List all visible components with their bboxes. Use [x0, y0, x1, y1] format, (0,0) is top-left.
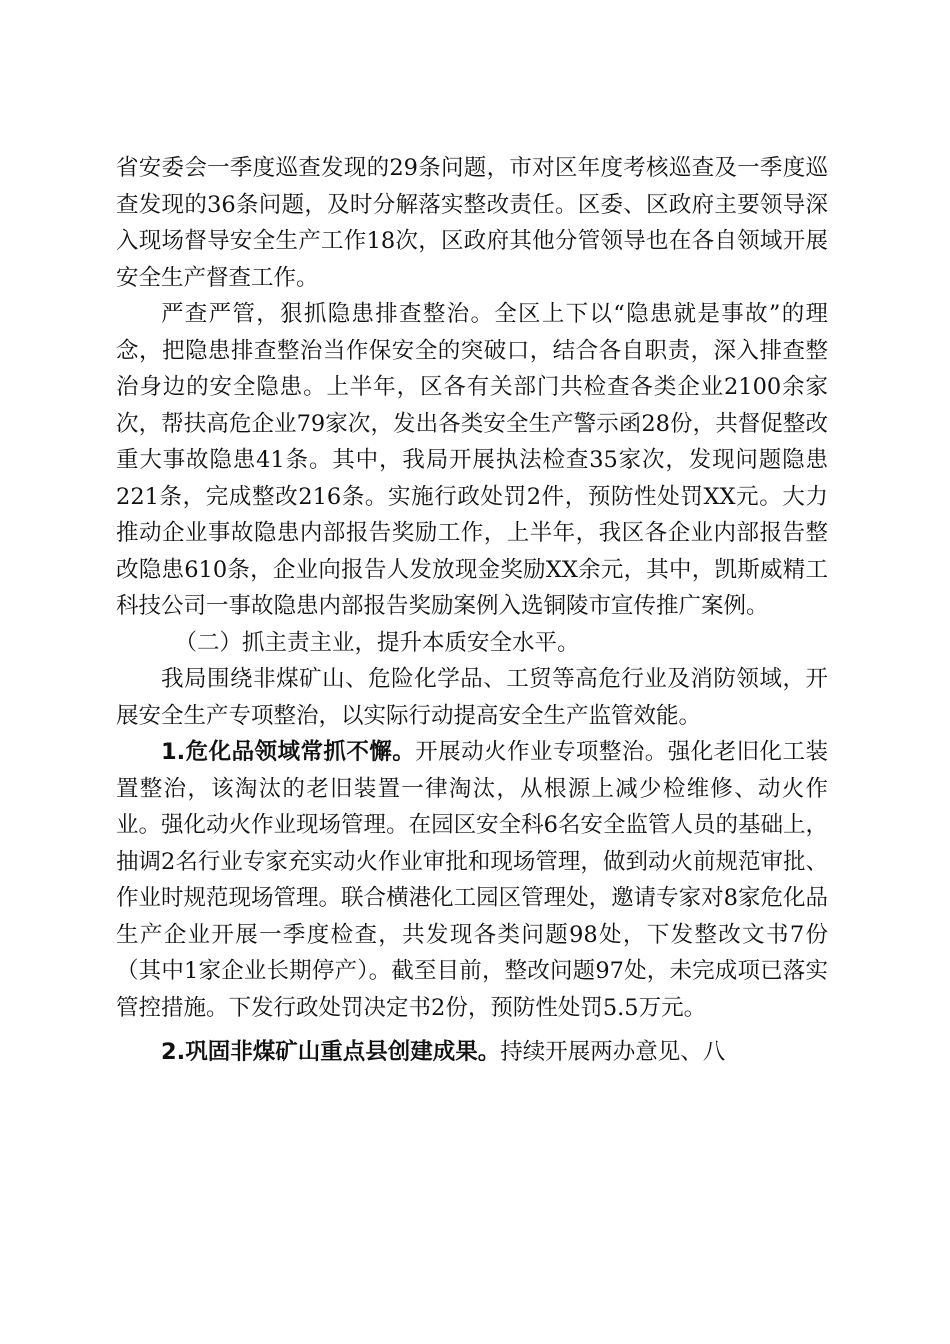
item-1-body: 开展动火作业专项整治。强化老旧化工装置整治，该淘汰的老旧装置一律淘汰，从根源上减少检维修、动火作业。强化动火作业现场管理。在园区安全科6名安全监管人员的基础上，抽调2名行业专家充实动火作业审批和现场管理，做到动火前规范审批、作业时规范现场管理。联合横港化工园区管理处，邀请专家对8家危化品生产企业开展一季度检查，共发现各类问题98处，下发整改文书7份（其中1家企业长期停产）。截至目前，整改问题97处，未完成项已落实管控措施。下发行政处罚决定书2份，预防性处罚5.5万元。 [116, 739, 828, 1021]
paragraph-inspection-issues: 省安委会一季度巡查发现的29条问题，市对区年度考核巡查及一季度巡查发现的36条问题，及时分解落实整改责任。区委、区政府主要领导深入现场督导安全生产工作18次，区政府其他分管领导也在各自领域开展安全生产督查工作。 [116, 155, 828, 291]
item-2-body: 持续开展两办意见、八 [500, 1039, 726, 1065]
paragraph-hazard-rectification: 严查严管，狠抓隐患排查整治。全区上下以“隐患就是事故”的理念，把隐患排查整治当作保安全的突破口，结合各自职责，深入排查整治身边的安全隐患。上半年，区各有关部门共检查各类企业2100余家次，帮扶高危企业79家次，发出各类安全生产警示函28份，共督促整改重大事故隐患41条。其中，我局开展执法检查35家次，发现问题隐患221条，完成整改216条。实施行政处罚2件，预防性处罚XX元。大力推动企业事故隐患内部报告奖励工作，上半年，我区各企业内部报告整改隐患610条，企业向报告人发放现金奖励XX余元，其中，凯斯威精工科技公司一事故隐患内部报告奖励案例入选铜陵市宣传推广案例。 [116, 301, 828, 619]
item-2-title: 2.巩固非煤矿山重点县创建成果。 [161, 1039, 501, 1065]
paragraph-item-2 [116, 1034, 828, 1071]
item-1-title: 1.危化品领域常抓不懈。 [161, 739, 416, 765]
paragraph-special-rectification: 我局围绕非煤矿山、危险化学品、工贸等高危行业及消防领域，开展安全生产专项整治，以实际行动提高安全生产监管效能。 [116, 666, 828, 729]
document-page [116, 150, 828, 1071]
section-heading-2: （二）抓主责主业，提升本质安全水平。 [174, 629, 580, 656]
paragraph-item-1 [116, 734, 828, 1026]
